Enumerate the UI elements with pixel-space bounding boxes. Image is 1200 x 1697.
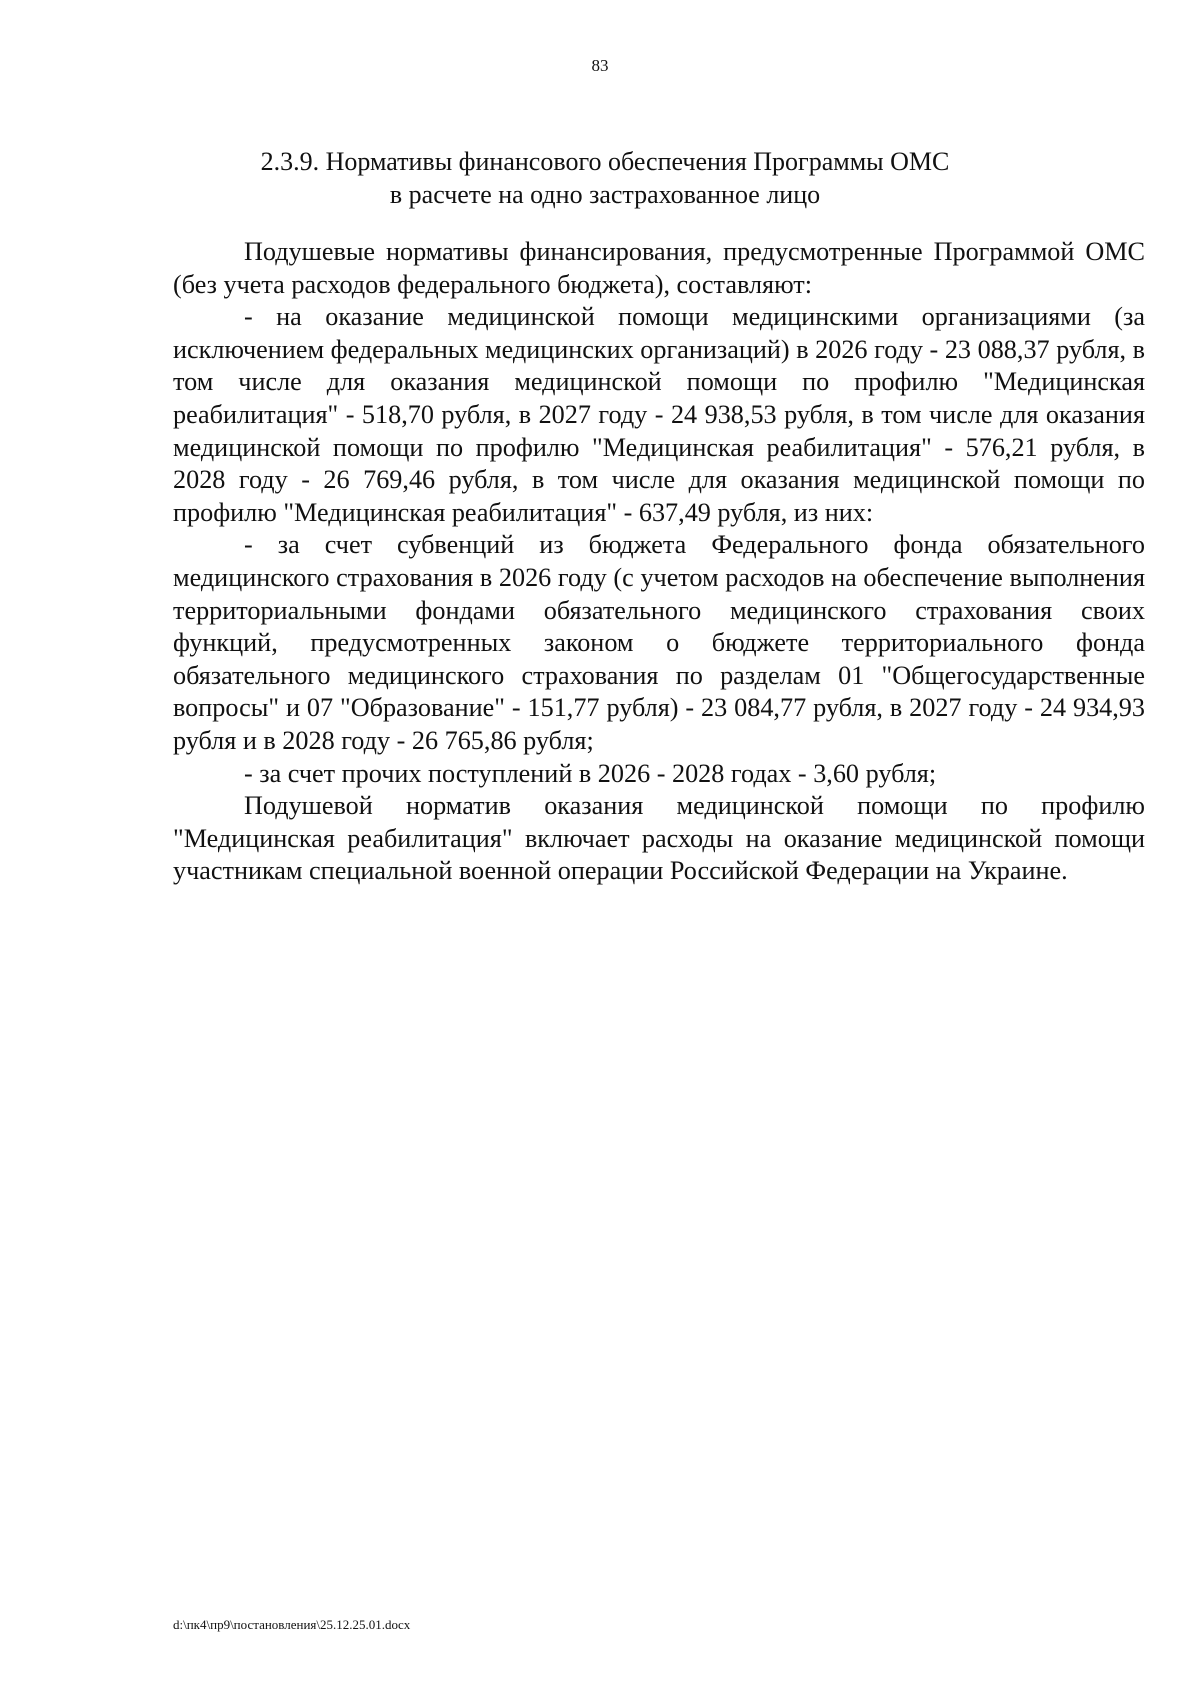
paragraph-rehabilitation-norm: Подушевой норматив оказания медицинской помощи по профилю "Медицинская реабилитация" включает расходы на оказание медицинской помощи участникам специальной военной операции Российской Федерации на Украине. xyxy=(173,791,1145,886)
paragraph-subventions: - за счет субвенций из бюджета Федерального фонда обязательного медицинского страхования в 2026 году (с учетом расходов на обеспечение выполнения территориальными фондами обязательного медицинского страхования своих функций, предусмотренных законом о бюджете территориального фонда обязательного медицинского страхования по разделам 01 "Общегосударственные вопросы" и 07 "Образование" - 151,77 рубля) - 23 084,77 рубля, в 2027 году - 24 934,93 рубля и в 2028 году - 26 765,86 рубля; xyxy=(173,530,1145,755)
section-heading-line-1: 2.3.9. Нормативы финансового обеспечения Программы ОМС xyxy=(260,147,950,176)
page-number: 83 xyxy=(591,56,609,75)
document-body xyxy=(173,236,1145,888)
paragraph-medical-organizations: - на оказание медицинской помощи медицинскими организациями (за исключением федеральных медицинских организаций) в 2026 году - 23 088,37 рубля, в том числе для оказания медицинской помощи по профилю "Медицинская реабилитация" - 518,70 рубля, в 2027 году - 24 938,53 рубля, в том числе для оказания медицинской помощи по профилю "Медицинская реабилитация" - 576,21 рубля, в 2028 году - 26 769,46 рубля, в том числе для оказания медицинской помощи по профилю "Медицинская реабилитация" - 637,49 рубля, из них: xyxy=(173,302,1145,527)
section-heading xyxy=(170,145,1040,211)
paragraph-intro: Подушевые нормативы финансирования, предусмотренные Программой ОМС (без учета расходов федерального бюджета), составляют: xyxy=(173,237,1145,299)
footer-file-path: d:\пк4\пр9\постановления\25.12.25.01.docx xyxy=(173,1617,411,1632)
paragraph-other-receipts: - за счет прочих поступлений в 2026 - 2028 годах - 3,60 рубля; xyxy=(244,758,937,788)
section-heading-line-2: в расчете на одно застрахованное лицо xyxy=(389,180,821,209)
